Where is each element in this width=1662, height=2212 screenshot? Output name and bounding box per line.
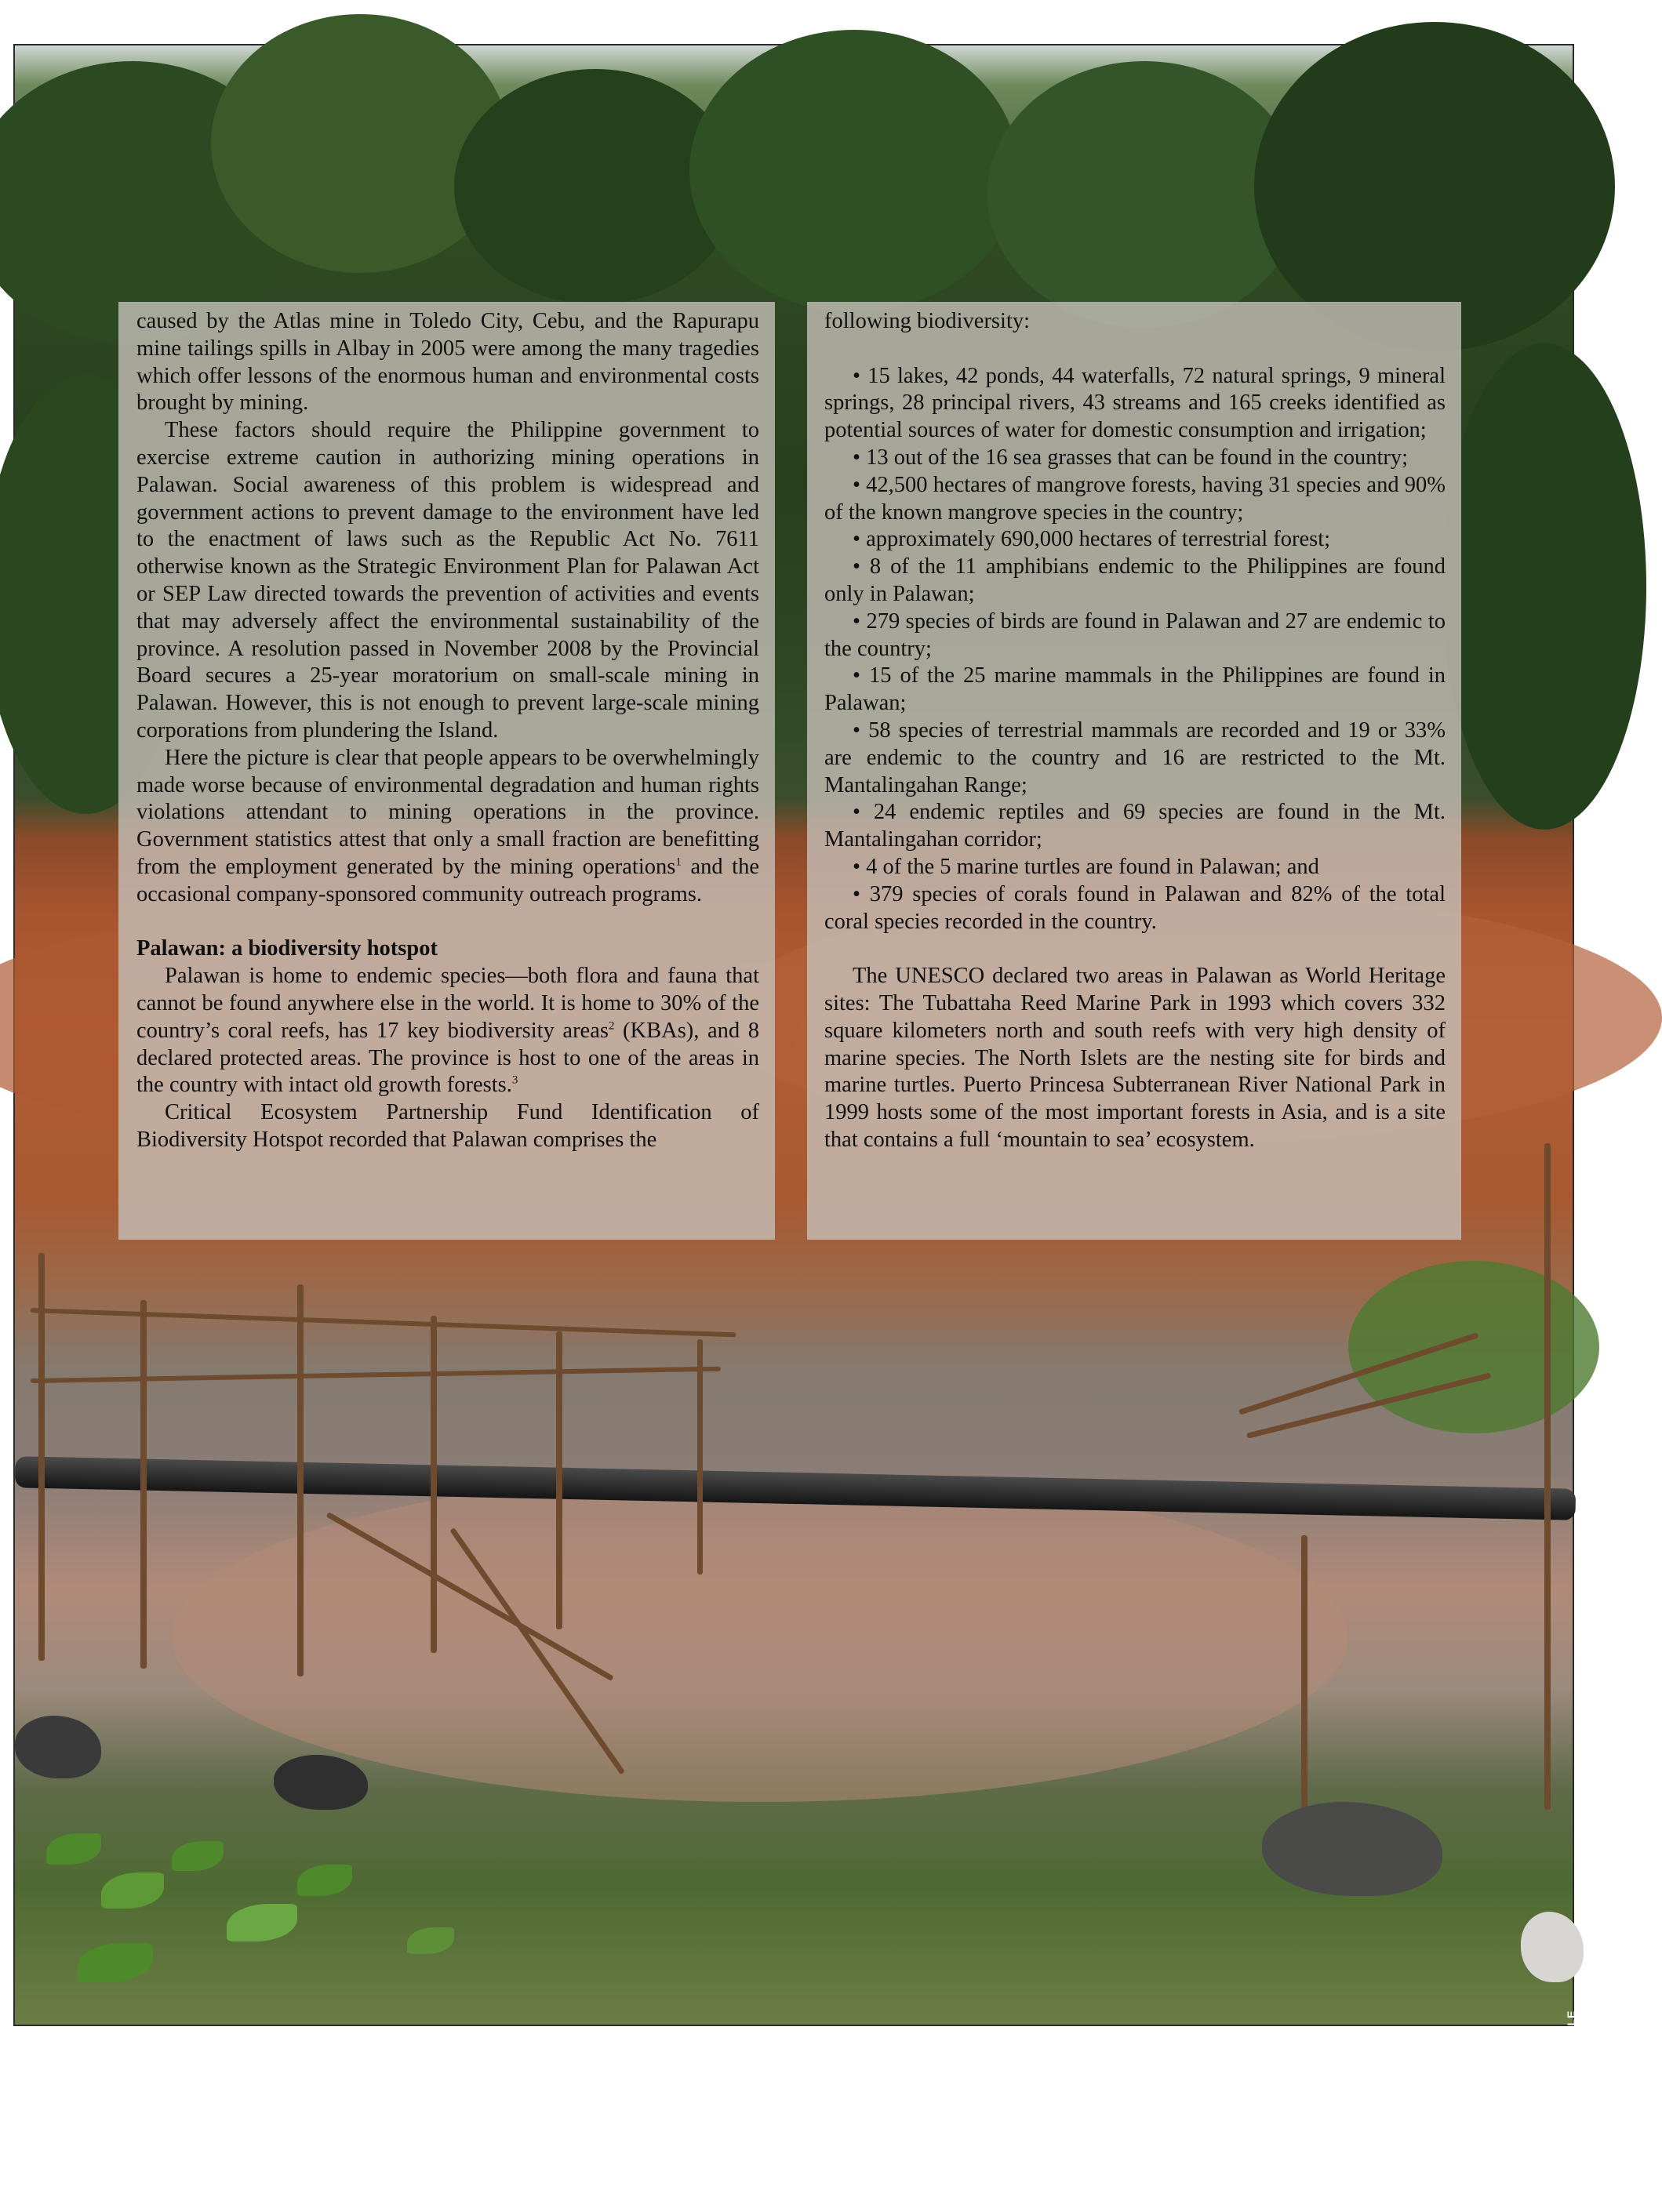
article-column-right [807,302,1461,1240]
shrub [1348,1261,1599,1433]
paragraph [136,963,759,1099]
leaf [78,1943,153,1982]
leaf [101,1872,164,1909]
wooden-stick [1301,1535,1307,1818]
footnote-marker: 3 [511,1073,518,1087]
section-heading: Palawan: a biodiversity hotspot [136,936,438,961]
mud-flat [172,1473,1348,1802]
article-column-left [118,302,775,1240]
leaf [227,1904,297,1941]
wooden-stick [297,1284,304,1676]
wooden-stick [431,1316,437,1653]
leaf [46,1833,101,1865]
bullet-item: • 379 species of corals found in Palawan and 82% of the total coral species recorded in the country. [824,881,1446,934]
bullet-item: • 15 lakes, 42 ponds, 44 waterfalls, 72 natural springs, 9 mineral springs, 28 principal rivers, 43 streams and 165 creeks identified as potential sources of water for domestic consumption and irrigation; [824,363,1446,443]
tree-canopy [689,30,1019,312]
bullet-item: • 58 species of terrestrial mammals are recorded and 19 or 33% are endemic to the country and 16 are restricted to the Mt. Mantalingahan Range; [824,717,1446,797]
paragraph: Critical Ecosystem Partnership Fund Identification of Biodiversity Hotspot recorded that Palawan comprises the [136,1100,759,1152]
paragraph: following biodiversity: [824,309,1031,333]
wooden-stick [31,1367,721,1383]
paragraph: These factors should require the Philippine government to exercise extreme caution in authorizing mining operations in Palawan. Social awareness of this problem is widespread and government actions to prevent damage to the environment have led to the enactment of laws such as the Republic Act No. 7611 otherwise known as the Strategic Environment Plan for Palawan Act or SEP Law directed towards the prevention of activities and events that may adversely affect the environmental sustainability of the province. A resolution passed in November 2008 by the Provincial Board secures a 25-year moratorium on small-scale mining in Palawan. However, this is not enough to prevent large-scale mining corporations from plundering the Island. [136,418,759,743]
rock [1262,1802,1442,1896]
wooden-stick [140,1300,147,1669]
rock [274,1755,368,1810]
bullet-item: • 279 species of birds are found in Palawan and 27 are endemic to the country; [824,608,1446,661]
wooden-stick [31,1308,736,1337]
leaf [297,1865,352,1896]
footnote-marker: 1 [675,855,682,869]
wooden-stick [1544,1143,1551,1810]
rock [15,1716,101,1778]
bullet-item: • 42,500 hectares of mangrove forests, having 31 species and 90% of the known mangrove species in the country; [824,472,1446,525]
tree-canopy [1442,343,1646,830]
paragraph: The UNESCO declared two areas in Palawan as World Heritage sites: The Tubattaha Reed Marine Park in 1993 which covers 332 square kilometers north and south reefs with very high density of marine species. The North Islets are the nesting site for birds and marine turtles. Puerto Princesa Subterranean River National Park in 1999 hosts some of the most important forests in Asia, and is a site that contains a full ‘mountain to sea’ ecosystem. [824,964,1446,1152]
photo-credit: FILE PHOTO [1565,1994,1590,2037]
leaf [172,1841,224,1871]
paragraph: caused by the Atlas mine in Toledo City, Cebu, and the Rapurapu mine tailings spills in Albay in 2005 were among the many tragedies which offer lessons of the enormous human and environmental costs brought by mining. [136,309,759,416]
wooden-stick [556,1331,562,1629]
paragraph-text: (KBAs), and 8 declared protected areas. The province is host to one of the areas in the country with intact old growth forests. [136,1018,759,1098]
bullet-item: • 15 of the 25 marine mammals in the Philippines are found in Palawan; [824,663,1446,716]
wooden-stick [38,1253,45,1661]
bullet-item: • 13 out of the 16 sea grasses that can be found in the country; [853,445,1409,470]
bullet-item: • 24 endemic reptiles and 69 species are found in the Mt. Mantalingahan corridor; [824,800,1446,852]
rock [1521,1912,1584,1982]
bullet-item: • 8 of the 11 amphibians endemic to the Philippines are found only in Palawan; [824,554,1446,606]
wooden-stick [697,1339,703,1575]
paragraph-text: Palawan is home to endemic species—both flora and fauna that cannot be found anywhere else in the world. It is home to 30% of the country’s coral reefs, has 17 key biodiversity areas [136,964,759,1043]
paragraph-text: Here the picture is clear that people appears to be overwhelmingly made worse because of environmental degradation and human rights violations attendant to mining operations in the province. Government statistics attest that only a small fraction are benefitting from the employment generated by the mining operations [136,745,759,879]
paragraph-text: and the occasional company-sponsored community outreach programs. [136,854,760,906]
footnote-marker: 2 [608,1019,615,1033]
bullet-item: • approximately 690,000 hectares of terrestrial forest; [853,527,1331,552]
paragraph [136,745,759,909]
leaf [407,1927,454,1954]
bullet-item: • 4 of the 5 marine turtles are found in Palawan; and [853,854,1319,879]
